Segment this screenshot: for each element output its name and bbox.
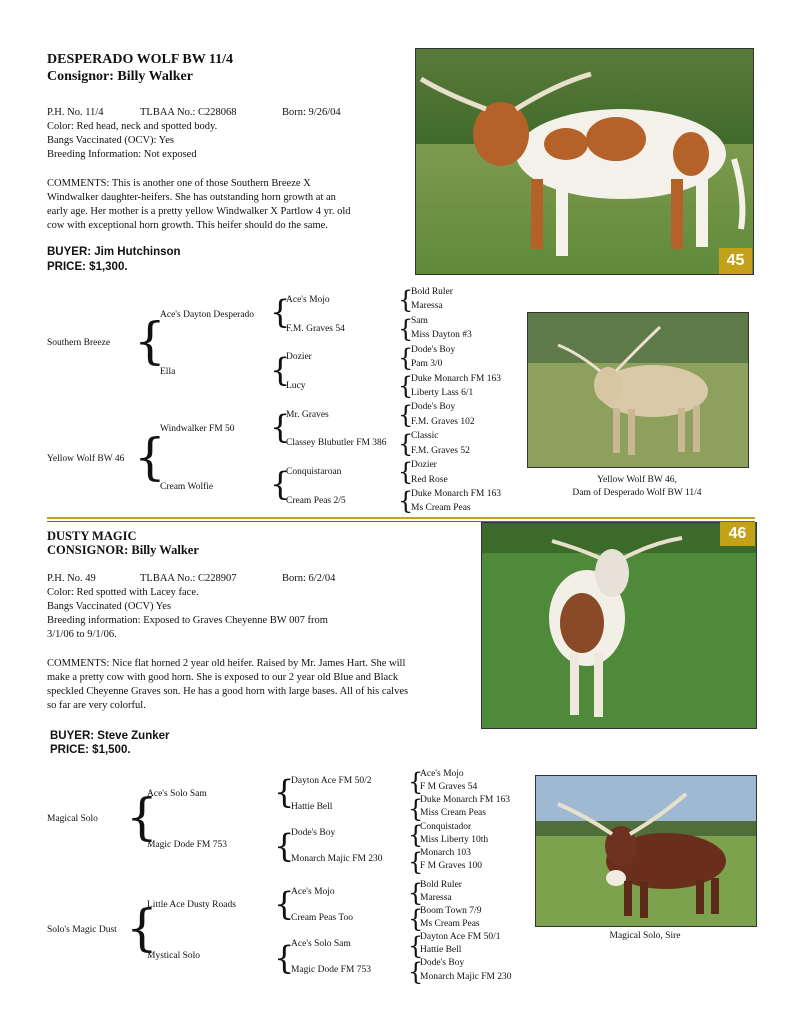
lot45-number-badge: 45 bbox=[719, 248, 752, 274]
lot46-ped-g3-7: Magic Dode FM 753 bbox=[291, 965, 371, 975]
lot46-ped-g1-sire: Magical Solo bbox=[47, 814, 98, 824]
brace: { bbox=[408, 932, 424, 960]
brace: { bbox=[126, 899, 158, 957]
lot46-ped-g2-1: Magic Dode FM 753 bbox=[147, 840, 227, 850]
lot46-ped-g4-14: Dode's Boy bbox=[420, 958, 465, 968]
lot45-ped-g3-7: Cream Peas 2/5 bbox=[286, 496, 346, 506]
lot45-ped-g4-12: Dozier bbox=[411, 460, 437, 470]
lot45-ped-g4-7: Liberty Lass 6/1 bbox=[411, 388, 474, 398]
lot45-ped-g4-14: Duke Monarch FM 163 bbox=[411, 489, 501, 499]
lot46-comments-1: COMMENTS: Nice flat horned 2 year old heifer. Raised by Mr. James Hart. She will bbox=[47, 658, 406, 669]
brace: { bbox=[134, 312, 166, 370]
lot45-ped-g4-11: F.M. Graves 52 bbox=[411, 446, 470, 456]
lot45-caption-line2: Dam of Desperado Wolf BW 11/4 bbox=[572, 488, 702, 498]
lot46-ped-g4-7: F M Graves 100 bbox=[420, 861, 483, 871]
lot46-ped-g4-15: Monarch Majic FM 230 bbox=[420, 972, 512, 982]
lot46-bangs: Bangs Vaccinated (OCV) Yes bbox=[47, 601, 172, 612]
lot45-ped-g2-0: Ace's Dayton Desperado bbox=[160, 310, 255, 320]
lot46-ped-g4-5: Miss Liberty 10th bbox=[420, 835, 489, 845]
lot46-comments-2: make a pretty cow with good horn. She is exposed to our 2 year old Blue and Black bbox=[47, 672, 399, 683]
lot45-ped-g2-2: Windwalker FM 50 bbox=[160, 424, 235, 434]
lot45-ped-g1-sire: Southern Breeze bbox=[47, 338, 111, 348]
lot46-comments-3: speckled Cheyenne Graves son. He has a good horn with large bases. All of his calves bbox=[47, 686, 409, 697]
lot45-breeding: Breeding Information: Not exposed bbox=[47, 149, 197, 160]
lot45-tlbaa: TLBAA No.: C228068 bbox=[140, 107, 237, 118]
brace: { bbox=[408, 795, 424, 823]
lot46-breeding-1: Breeding information: Exposed to Graves Cheyenne BW 007 from bbox=[47, 615, 328, 626]
section-divider bbox=[47, 517, 755, 519]
brace: { bbox=[398, 344, 414, 372]
lot45-ped-g4-4: Dode's Boy bbox=[411, 345, 456, 355]
brace: { bbox=[274, 827, 295, 865]
lot45-ped-g3-3: Lucy bbox=[286, 381, 306, 391]
lot46-ped-g3-3: Monarch Majic FM 230 bbox=[291, 854, 383, 864]
lot46-ped-g4-11: Ms Cream Peas bbox=[420, 919, 480, 929]
brace: { bbox=[398, 458, 414, 486]
lot45-ped-g2-1: Ella bbox=[160, 367, 176, 377]
lot46-title: DUSTY MAGIC bbox=[47, 529, 137, 543]
lot46-tlbaa: TLBAA No.: C228907 bbox=[140, 573, 237, 584]
lot46-ped-g4-6: Monarch 103 bbox=[420, 848, 471, 858]
brace: { bbox=[270, 408, 291, 446]
lot46-born: Born: 6/2/04 bbox=[282, 573, 336, 584]
brace: { bbox=[408, 879, 424, 907]
lot46-ped-g4-9: Maressa bbox=[420, 893, 452, 903]
lot46-consignor: CONSIGNOR: Billy Walker bbox=[47, 543, 199, 557]
lot46-number-badge: 46 bbox=[720, 522, 755, 546]
lot46-ped-g4-2: Duke Monarch FM 163 bbox=[420, 795, 510, 805]
lot46-ped-g2-2: Little Ace Dusty Roads bbox=[147, 900, 236, 910]
lot45-comments-3: early age. Her mother is a pretty yellow Windwalker X Partlow 4 yr. old bbox=[47, 206, 351, 217]
lot46-ped-g4-12: Dayton Ace FM 50/1 bbox=[420, 932, 501, 942]
brace: { bbox=[274, 939, 295, 977]
lot45-ped-g4-5: Pam 3/0 bbox=[411, 359, 443, 369]
lot46-ped-g4-8: Bold Ruler bbox=[420, 880, 462, 890]
lot46-ped-g3-0: Dayton Ace FM 50/2 bbox=[291, 776, 372, 786]
brace: { bbox=[126, 788, 158, 846]
lot46-comments-4: so far are very colorful. bbox=[47, 700, 146, 711]
brace: { bbox=[408, 768, 424, 796]
lot45-caption-line1: Yellow Wolf BW 46, bbox=[597, 475, 677, 485]
lot45-consignor: Consignor: Billy Walker bbox=[47, 69, 193, 84]
lot45-ped-g3-0: Ace's Mojo bbox=[286, 295, 330, 305]
lot45-ped-g3-2: Dozier bbox=[286, 352, 312, 362]
lot46-ped-g4-3: Miss Cream Peas bbox=[420, 808, 486, 818]
lot45-ped-g4-2: Sam bbox=[411, 316, 428, 326]
lot45-price: PRICE: $1,300. bbox=[47, 261, 128, 273]
lot45-ped-g4-9: F.M. Graves 102 bbox=[411, 417, 475, 427]
lot45-ped-g4-0: Bold Ruler bbox=[411, 287, 453, 297]
brace: { bbox=[398, 401, 414, 429]
lot45-ped-g4-10: Classic bbox=[411, 431, 439, 441]
lot46-ped-g2-0: Ace's Solo Sam bbox=[147, 789, 207, 799]
lot45-comments-1: COMMENTS: This is another one of those Southern Breeze X bbox=[47, 178, 311, 189]
longhorn-photo-dusty-magic bbox=[481, 522, 757, 729]
longhorn-photo-desperado-wolf bbox=[415, 48, 754, 275]
lot46-price: PRICE: $1,500. bbox=[50, 744, 131, 756]
brace: { bbox=[270, 293, 291, 331]
brace: { bbox=[274, 885, 295, 923]
brace: { bbox=[398, 286, 414, 314]
lot45-ped-g4-8: Dode's Boy bbox=[411, 402, 456, 412]
brace: { bbox=[134, 428, 166, 486]
brace: { bbox=[398, 487, 414, 515]
lot45-ph: P.H. No. 11/4 bbox=[47, 107, 104, 118]
lot45-color: Color: Red head, neck and spotted body. bbox=[47, 121, 218, 132]
lot46-ped-g1-dam: Solo's Magic Dust bbox=[47, 925, 117, 935]
longhorn-photo-yellow-wolf bbox=[527, 312, 749, 468]
brace: { bbox=[398, 372, 414, 400]
lot46-ped-g4-0: Ace's Mojo bbox=[420, 769, 464, 779]
lot45-bangs: Bangs Vaccinated (OCV): Yes bbox=[47, 135, 174, 146]
lot46-color: Color: Red spotted with Lacey face. bbox=[47, 587, 199, 598]
lot46-caption: Magical Solo, Sire bbox=[609, 931, 681, 941]
lot46-ped-g3-6: Ace's Solo Sam bbox=[291, 939, 351, 949]
lot46-ph: P.H. No. 49 bbox=[47, 573, 96, 584]
longhorn-photo-magical-solo bbox=[535, 775, 757, 927]
brace: { bbox=[408, 821, 424, 849]
lot46-ped-g3-4: Ace's Mojo bbox=[291, 887, 335, 897]
lot45-ped-g4-13: Red Rose bbox=[411, 475, 448, 485]
brace: { bbox=[408, 848, 424, 876]
lot45-title: DESPERADO WOLF BW 11/4 bbox=[47, 52, 234, 67]
lot46-ped-g2-3: Mystical Solo bbox=[147, 951, 201, 961]
lot45-comments-2: Windwalker daughter-heifers. She has outstanding horn growth at an bbox=[47, 192, 336, 203]
lot46-ped-g4-10: Boom Town 7/9 bbox=[420, 906, 482, 916]
lot45-born: Born: 9/26/04 bbox=[282, 107, 341, 118]
lot45-ped-g2-3: Cream Wolfie bbox=[160, 482, 214, 492]
lot45-ped-g4-3: Miss Dayton #3 bbox=[411, 330, 472, 340]
lot46-ped-g4-4: Conquistador bbox=[420, 822, 472, 832]
lot45-ped-g4-15: Ms Cream Peas bbox=[411, 503, 471, 513]
lot46-ped-g4-13: Hattie Bell bbox=[420, 945, 462, 955]
lot45-ped-g3-1: F.M. Graves 54 bbox=[286, 324, 345, 334]
lot45-comments-4: cow with exceptional horn growth. This heifer should do the same. bbox=[47, 220, 328, 231]
brace: { bbox=[270, 465, 291, 503]
lot46-ped-g3-2: Dode's Boy bbox=[291, 828, 336, 838]
lot46-breeding-2: 3/1/06 to 9/1/06. bbox=[47, 629, 117, 640]
lot45-ped-g3-4: Mr. Graves bbox=[286, 410, 329, 420]
lot46-ped-g3-1: Hattie Bell bbox=[291, 802, 333, 812]
lot45-ped-g3-5: Classey Blubutler FM 386 bbox=[286, 438, 387, 448]
brace: { bbox=[274, 773, 295, 811]
brace: { bbox=[398, 315, 414, 343]
lot45-ped-g3-6: Conquistaroan bbox=[286, 467, 342, 477]
brace: { bbox=[398, 430, 414, 458]
lot45-ped-g4-6: Duke Monarch FM 163 bbox=[411, 374, 501, 384]
lot45-ped-g1-dam: Yellow Wolf BW 46 bbox=[47, 454, 125, 464]
lot46-buyer: BUYER: Steve Zunker bbox=[50, 730, 170, 742]
brace: { bbox=[408, 905, 424, 933]
brace: { bbox=[408, 958, 424, 986]
brace: { bbox=[270, 351, 291, 389]
lot45-ped-g4-1: Maressa bbox=[411, 301, 443, 311]
lot46-ped-g4-1: F M Graves 54 bbox=[420, 782, 478, 792]
lot46-ped-g3-5: Cream Peas Too bbox=[291, 913, 353, 923]
lot45-buyer: BUYER: Jim Hutchinson bbox=[47, 246, 181, 258]
